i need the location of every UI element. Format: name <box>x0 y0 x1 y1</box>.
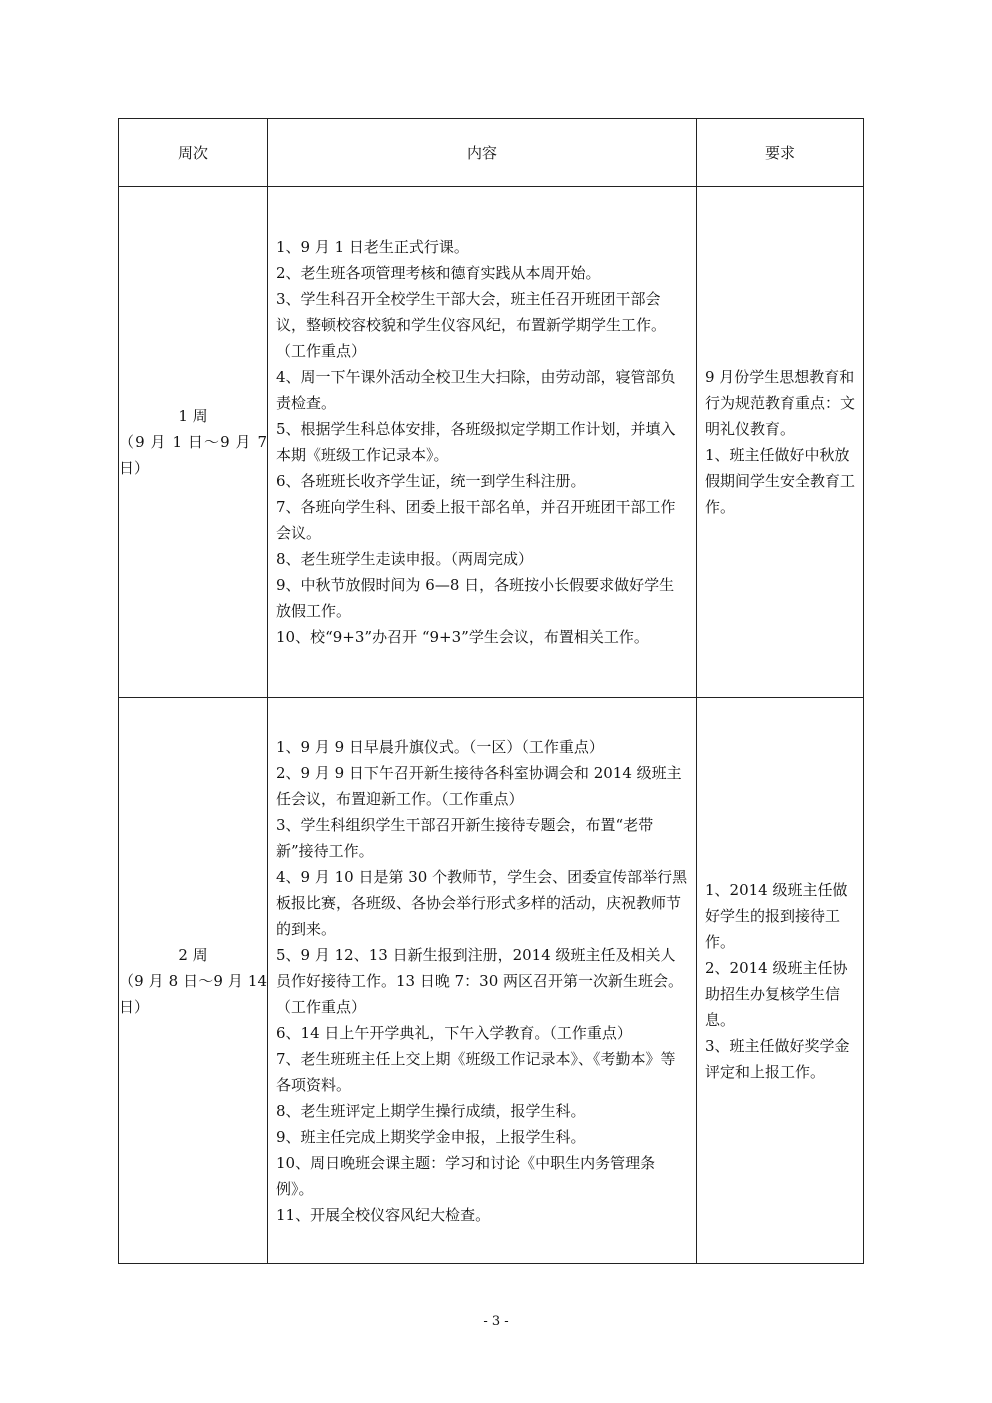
requirement-item: 2、2014 级班主任协助招生办复核学生信息。 <box>705 958 848 1029</box>
content-item: 7、各班向学生科、团委上报干部名单，并召开班团干部工作会议。 <box>276 498 676 542</box>
week-label: 1 周 <box>178 407 208 425</box>
header-requirement: 要求 <box>697 119 864 187</box>
content-item: 11、开展全校仪容风纪大检查。 <box>276 1205 491 1224</box>
content-item: 9、中秋节放假时间为 6—8 日，各班按小长假要求做好学生放假工作。 <box>276 576 675 620</box>
content-item: 7、老生班班主任上交上期《班级工作记录本》、《考勤本》等各项资料。 <box>276 1049 676 1094</box>
content-cell <box>268 187 697 698</box>
content-item: 1、9 月 9 日早晨升旗仪式。（一区）（工作重点） <box>276 737 604 756</box>
work-schedule-table <box>118 118 864 1264</box>
content-item: 5、9 月 12、13 日新生报到注册，2014 级班主任及相关人员作好接待工作。13 日晚 7：30 两区召开第一次新生班会。（工作重点） <box>276 945 684 1016</box>
content-item: 2、老生班各项管理考核和德育实践从本周开始。 <box>276 264 601 282</box>
week-cell <box>119 698 268 1264</box>
requirement-item: 1、班主任做好中秋放假期间学生安全教育工作。 <box>705 446 856 516</box>
content-item: 6、各班班长收齐学生证，统一到学生科注册。 <box>276 472 586 490</box>
requirement-item: 9 月份学生思想教育和行为规范教育重点：文明礼仪教育。 <box>705 368 856 438</box>
week-range: （9 月 8 日～9 月 14 日） <box>119 971 267 1016</box>
content-item: 3、学生科召开全校学生干部大会，班主任召开班团干部会议，整顿校容校貌和学生仪容风纪，布置新学期学生工作。（工作重点） <box>276 290 667 360</box>
content-item: 2、9 月 9 日下午召开新生接待各科室协调会和 2014 级班主任会议，布置迎新工作。（工作重点） <box>276 763 682 808</box>
header-week: 周次 <box>119 119 268 187</box>
week-range: （9 月 1 日～9 月 7 日） <box>119 433 267 477</box>
page-number: - 3 - <box>483 1314 509 1329</box>
table-row <box>119 698 864 1264</box>
week-label: 2 周 <box>178 945 208 964</box>
content-item: 4、9 月 10 日是第 30 个教师节，学生会、团委宣传部举行黑板报比赛，各班级、各协会举行形式多样的活动，庆祝教师节的到来。 <box>276 867 688 938</box>
content-item: 4、周一下午课外活动全校卫生大扫除，由劳动部，寝管部负责检查。 <box>276 368 676 412</box>
requirement-cell <box>697 698 864 1264</box>
content-item: 6、14 日上午开学典礼，下午入学教育。（工作重点） <box>276 1023 632 1042</box>
requirement-cell <box>697 187 864 698</box>
content-item: 8、老生班学生走读申报。（两周完成） <box>276 550 534 568</box>
table-row <box>119 187 864 698</box>
week-cell <box>119 187 268 698</box>
content-item: 3、学生科组织学生干部召开新生接待专题会，布置“老带新”接待工作。 <box>276 815 654 860</box>
table-header-row <box>119 119 864 187</box>
content-item: 5、根据学生科总体安排，各班级拟定学期工作计划，并填入本期《班级工作记录本》。 <box>276 420 676 464</box>
content-item: 8、老生班评定上期学生操行成绩，报学生科。 <box>276 1101 586 1120</box>
content-item: 10、校“9+3”办召开 “9+3”学生会议，布置相关工作。 <box>276 628 649 646</box>
header-content: 内容 <box>268 119 697 187</box>
content-item: 1、9 月 1 日老生正式行课。 <box>276 238 469 256</box>
content-item: 10、周日晚班会课主题：学习和讨论《中职生内务管理条例》。 <box>276 1153 656 1198</box>
content-item: 9、班主任完成上期奖学金申报，上报学生科。 <box>276 1127 586 1146</box>
requirement-item: 1、2014 级班主任做好学生的报到接待工作。 <box>705 880 848 951</box>
requirement-item: 3、班主任做好奖学金评定和上报工作。 <box>705 1036 850 1081</box>
content-cell <box>268 698 697 1264</box>
